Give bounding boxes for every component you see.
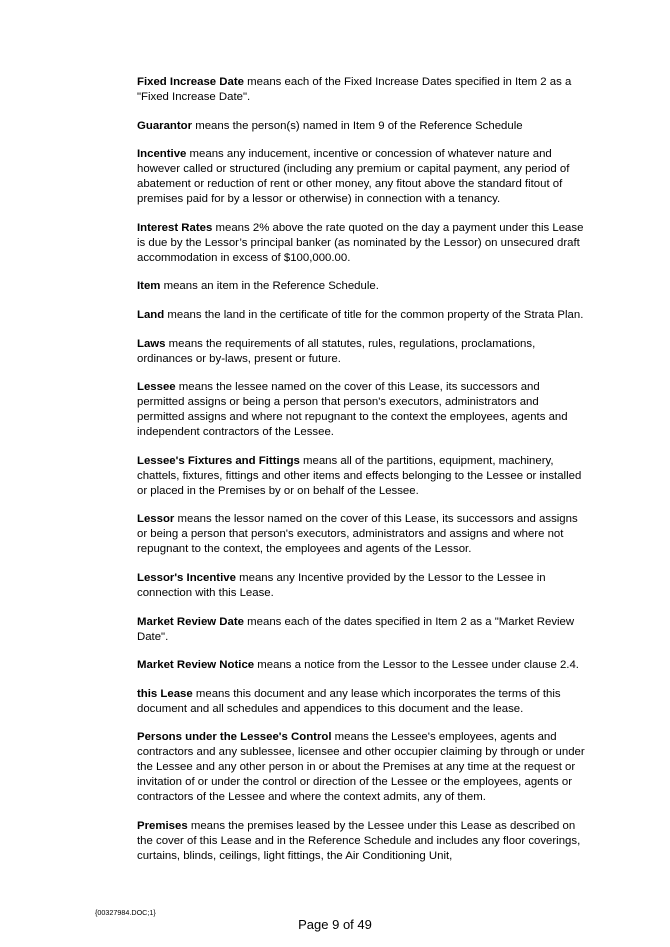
- definition-paragraph: [137, 308, 589, 323]
- definition-text: means the requirements of all statutes, rules, regulations, proclamations, ordinances or by-laws, present or future.: [137, 337, 536, 365]
- definition-term: this Lease: [137, 687, 193, 700]
- definition-paragraph: [137, 147, 589, 207]
- definition-text: means this document and any lease which incorporates the terms of this document and all schedules and appendices to this document and the lease.: [137, 687, 561, 715]
- definition-term: Incentive: [137, 148, 187, 161]
- definition-term: Persons under the Lessee's Control: [137, 731, 332, 744]
- definition-term: Guarantor: [137, 119, 193, 132]
- definition-text: means the person(s) named in Item 9 of the Reference Schedule: [192, 119, 523, 132]
- definition-paragraph: [137, 337, 589, 367]
- definition-text: means each of the dates specified in Item 2 as a "Market Review Date".: [137, 615, 575, 643]
- footer-doc-id: {00327984.DOC;1}: [95, 908, 156, 917]
- definition-paragraph: [137, 730, 589, 805]
- definition-text: means the land in the certificate of title for the common property of the Strata Plan.: [164, 308, 584, 321]
- definition-text: means all of the partitions, equipment, machinery, chattels, fixtures, fittings and other items and effects belonging to the Lessee or installed or placed in the Premises by or on behalf of the Lessee.: [137, 454, 582, 497]
- definition-paragraph: [137, 687, 589, 717]
- definition-paragraph: [137, 221, 589, 266]
- definition-term: Market Review Date: [137, 615, 244, 628]
- definition-paragraph: [137, 819, 589, 864]
- definition-paragraph: [137, 615, 589, 645]
- definition-term: Market Review Notice: [137, 659, 255, 672]
- definition-paragraph: [137, 279, 589, 294]
- definition-paragraph: [137, 380, 589, 440]
- definition-term: Interest Rates: [137, 221, 213, 234]
- definition-paragraph: [137, 454, 589, 499]
- definition-text: means any Incentive provided by the Lessor to the Lessee in connection with this Lease.: [137, 571, 546, 599]
- definition-paragraph: [137, 512, 589, 557]
- definition-text: means the premises leased by the Lessee under this Lease as described on the cover of this Lease and in the Reference Schedule and includes any floor coverings, curtains, blinds, ceilings, light fittings, the Air Conditioning Unit,: [137, 819, 581, 862]
- definition-paragraph: [137, 658, 589, 673]
- definition-paragraph: [137, 119, 589, 134]
- definition-term: Lessee's Fixtures and Fittings: [137, 454, 300, 467]
- definition-term: Laws: [137, 337, 166, 350]
- definitions-section: [137, 75, 589, 878]
- definition-term: Premises: [137, 819, 188, 832]
- definition-text: means each of the Fixed Increase Dates specified in Item 2 as a "Fixed Increase Date".: [137, 76, 572, 103]
- definition-text: means the Lessee's employees, agents and contractors and any sublessee, licensee and other occupier claiming by through or under the Lessee and any other person in or about the Premises at any time at the request or invitation of or under the control or direction of the Lessee or the employees, agents or contractors of the Lessee and where the context admits, any of them.: [137, 731, 585, 804]
- definition-term: Lessor: [137, 513, 175, 526]
- definition-text: means the lessee named on the cover of this Lease, its successors and permitted assigns or being a person that person's executors, administrators and permitted assigns and where not repugnant to the context the employees, agents and independent contractors of the Lessee.: [137, 381, 568, 439]
- footer-page-number: Page 9 of 49: [298, 917, 372, 932]
- definition-term: Fixed Increase Date: [137, 76, 244, 88]
- definition-text: means the lessor named on the cover of this Lease, its successors and assigns or being a person that person's executors, administrators and assigns and where not repugnant to the context, the employees and agents of the Lessor.: [137, 513, 578, 556]
- definition-paragraph: [137, 75, 589, 105]
- definition-term: Lessor's Incentive: [137, 571, 236, 584]
- definition-term: Land: [137, 308, 165, 321]
- definition-text: means 2% above the rate quoted on the day a payment under this Lease is due by the Lessor’s principal banker (as nominated by the Lessor) on unsecured draft accommodation in excess of $100,000.00.: [137, 221, 584, 264]
- definition-paragraph: [137, 571, 589, 601]
- definition-text: means any inducement, incentive or concession of whatever nature and however called or structured (including any premium or capital payment, any period of abatement or reduction of rent or other money, any fitout above the standard fitout of premises paid for by a lessor or otherwise) in connection with a tenancy.: [137, 148, 570, 206]
- definition-text: means a notice from the Lessor to the Lessee under clause 2.4.: [254, 659, 579, 672]
- definition-term: Lessee: [137, 381, 176, 394]
- definition-term: Item: [137, 280, 161, 293]
- definition-text: means an item in the Reference Schedule.: [160, 280, 379, 293]
